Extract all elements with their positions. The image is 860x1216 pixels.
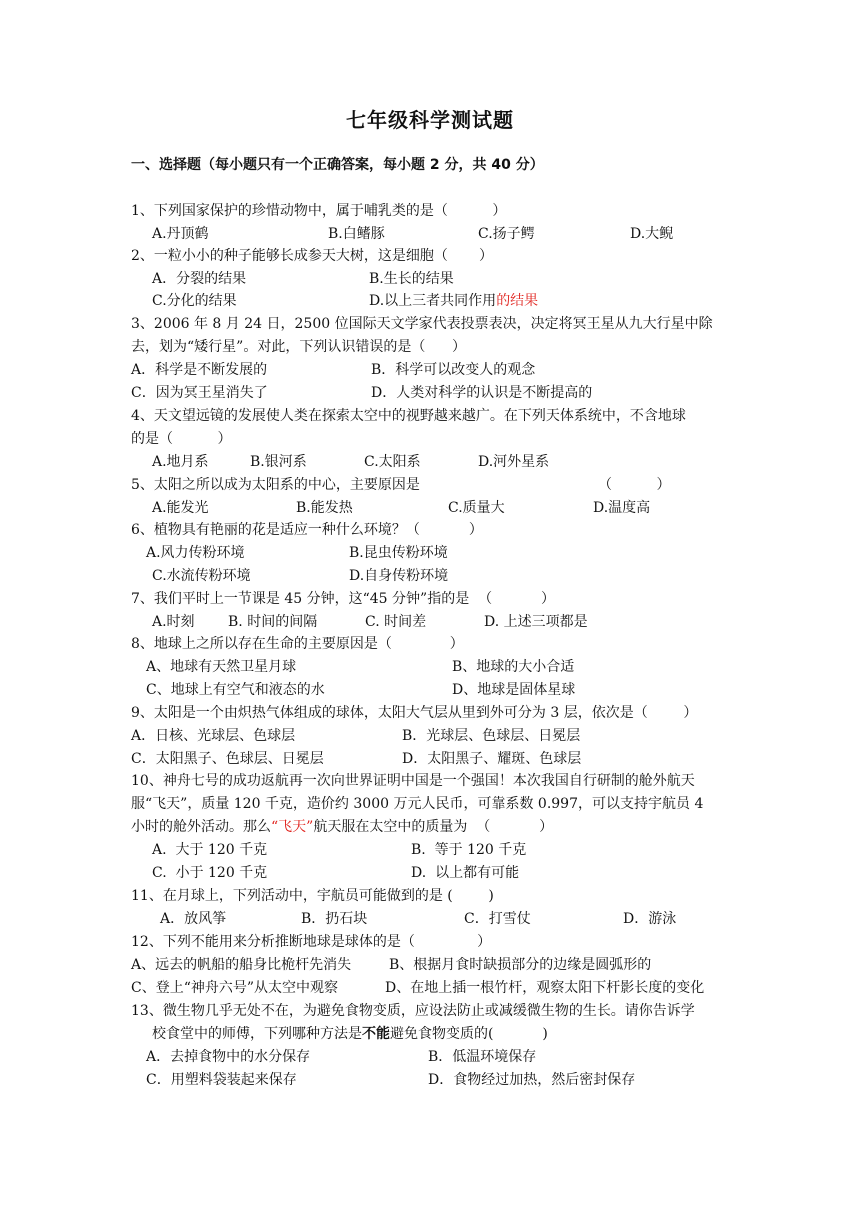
question-3-option-b: B．科学可以改变人的观念	[371, 362, 536, 378]
question-1-option-a: A.丹顶鹤	[152, 226, 209, 242]
question-13-option-d: D．食物经过加热，然后密封保存	[428, 1072, 636, 1088]
question-2-option-a: A．分裂的结果	[152, 271, 247, 287]
question-9-option-a: A．日核、光球层、色球层	[131, 728, 296, 744]
question-3-option-c: C．因为冥王星消失了	[131, 385, 268, 401]
question-1-option-b: B.白鳍豚	[328, 226, 385, 242]
question-3-line-2: 去，划为“矮行星”。对此，下列认识错误的是（ ）	[131, 339, 467, 355]
question-11-option-b: B．扔石块	[301, 911, 368, 927]
question-11-stem: 11、在月球上，下列活动中，宇航员可能做到的是 ( )	[131, 888, 494, 904]
question-1-stem: 1、下列国家保护的珍惜动物中，属于哺乳类的是（ ）	[131, 203, 507, 219]
question-7-option-a: A.时刻	[152, 614, 195, 630]
question-8-option-b: B、地球的大小合适	[452, 659, 575, 675]
question-10-option-c: C. 小于 120 千克	[152, 865, 268, 881]
question-12-option-c: C、登上“神舟六号”从太空中观察	[131, 980, 339, 996]
question-8-option-a: A、地球有天然卫星月球	[146, 659, 297, 675]
question-3-option-a: A．科学是不断发展的	[131, 362, 268, 378]
question-6-option-d: D.自身传粉环境	[349, 568, 449, 584]
question-4-line-2: 的是（ ）	[131, 431, 232, 447]
question-2-option-b: B.生长的结果	[369, 271, 454, 287]
question-13-line-1: 13、微生物几乎无处不在，为避免食物变质，应设法防止或减缓微生物的生长。请你告诉学	[131, 1003, 695, 1019]
question-11-option-a: A．放风筝	[160, 911, 227, 927]
question-10-line-2: 服“飞天”，质量 120 千克，造价约 3000 万元人民币，可靠系数 0.997，可以支持宇航员 4	[131, 796, 704, 812]
question-10-line-3: 小时的舱外活动。那么“飞天”航天服在太空中的质量为 （ ）	[131, 819, 554, 835]
question-10-option-b: B. 等于 120 千克	[411, 842, 527, 858]
page-title: 七年级科学测试题	[346, 108, 514, 132]
question-5-option-d: D.温度高	[593, 500, 651, 516]
question-1-option-c: C.扬子鳄	[478, 226, 535, 242]
question-13-option-b: B．低温环境保存	[428, 1049, 537, 1065]
question-6-option-a: A.风力传粉环境	[146, 545, 245, 561]
question-11-option-c: C．打雪仗	[464, 911, 531, 927]
question-13-line-2: 校食堂中的师傅，下列哪种方法是不能避免食物变质的( )	[152, 1026, 548, 1042]
question-10-option-a: A. 大于 120 千克	[152, 842, 268, 858]
question-4-option-c: C.太阳系	[364, 454, 421, 470]
question-2-option-c: C.分化的结果	[152, 293, 237, 309]
question-2-stem: 2、一粒小小的种子能够长成参天大树，这是细胞（ ）	[131, 248, 494, 264]
question-8-stem: 8、地球上之所以存在生命的主要原因是（ ）	[131, 636, 464, 652]
question-8-option-c: C、地球上有空气和液态的水	[146, 682, 325, 698]
question-10-line-1: 10、神舟七号的成功返航再一次向世界证明中国是一个强国！本次我国自行研制的舱外航天	[131, 773, 695, 789]
question-6-stem: 6、植物具有艳丽的花是适应一种什么环境？（ ）	[131, 522, 483, 538]
question-9-stem: 9、太阳是一个由炽热气体组成的球体，太阳大气层从里到外可分为 3 层，依次是（ ）	[131, 705, 698, 721]
question-7-option-b: B. 时间的间隔	[228, 614, 318, 630]
question-8-option-d: D、地球是固体星球	[452, 682, 576, 698]
question-12-option-a: A、远去的帆船的船身比桅杆先消失	[131, 957, 352, 973]
question-6-option-b: B.昆虫传粉环境	[349, 545, 448, 561]
question-3-option-d: D．人类对科学的认识是不断提高的	[371, 385, 593, 401]
question-5-stem: 5、太阳之所以成为太阳系的中心，主要原因是	[131, 477, 420, 493]
question-7-option-c: C. 时间差	[365, 614, 427, 630]
question-5-option-c: C.质量大	[448, 500, 505, 516]
question-6-option-c: C.水流传粉环境	[152, 568, 251, 584]
question-3-line-1: 3、2006 年 8 月 24 日，2500 位国际天文学家代表投票表决，决定将冥王星从九大行星中除	[131, 316, 713, 332]
question-12-option-b: B、根据月食时缺损部分的边缘是圆弧形的	[389, 957, 652, 973]
question-11-option-d: D．游泳	[623, 911, 677, 927]
question-13-option-c: C．用塑料袋装起来保存	[146, 1072, 297, 1088]
question-5-answer-paren: （ ）	[598, 477, 671, 493]
question-5-option-b: B.能发热	[296, 500, 353, 516]
question-5-option-a: A.能发光	[152, 500, 209, 516]
question-4-option-d: D.河外星系	[478, 454, 550, 470]
question-10-option-d: D. 以上都有可能	[411, 865, 520, 881]
question-4-option-a: A.地月系	[152, 454, 209, 470]
question-7-stem: 7、我们平时上一节课是 45 分钟，这“45 分钟”指的是 （ ）	[131, 591, 556, 607]
question-9-option-d: D．太阳黑子、耀斑、色球层	[402, 751, 582, 767]
question-12-stem: 12、下列不能用来分析推断地球是球体的是（ ）	[131, 934, 492, 950]
section-heading: 一、选择题（每小题只有一个正确答案，每小题 2 分，共 40 分）	[131, 157, 544, 173]
question-7-option-d: D. 上述三项都是	[484, 614, 588, 630]
question-4-option-b: B.银河系	[250, 454, 307, 470]
question-9-option-b: B．光球层、色球层、日冕层	[402, 728, 581, 744]
question-2-option-d: D.以上三者共同作用的结果	[369, 293, 539, 309]
question-12-option-d: D、在地上插一根竹杆，观察太阳下杆影长度的变化	[385, 980, 705, 996]
question-4-line-1: 4、天文望远镜的发展使人类在探索太空中的视野越来越广。在下列天体系统中，不含地球	[131, 408, 686, 424]
question-13-option-a: A．去掉食物中的水分保存	[146, 1049, 311, 1065]
question-1-option-d: D.大鲵	[630, 226, 674, 242]
question-9-option-c: C．太阳黑子、色球层、日冕层	[131, 751, 324, 767]
